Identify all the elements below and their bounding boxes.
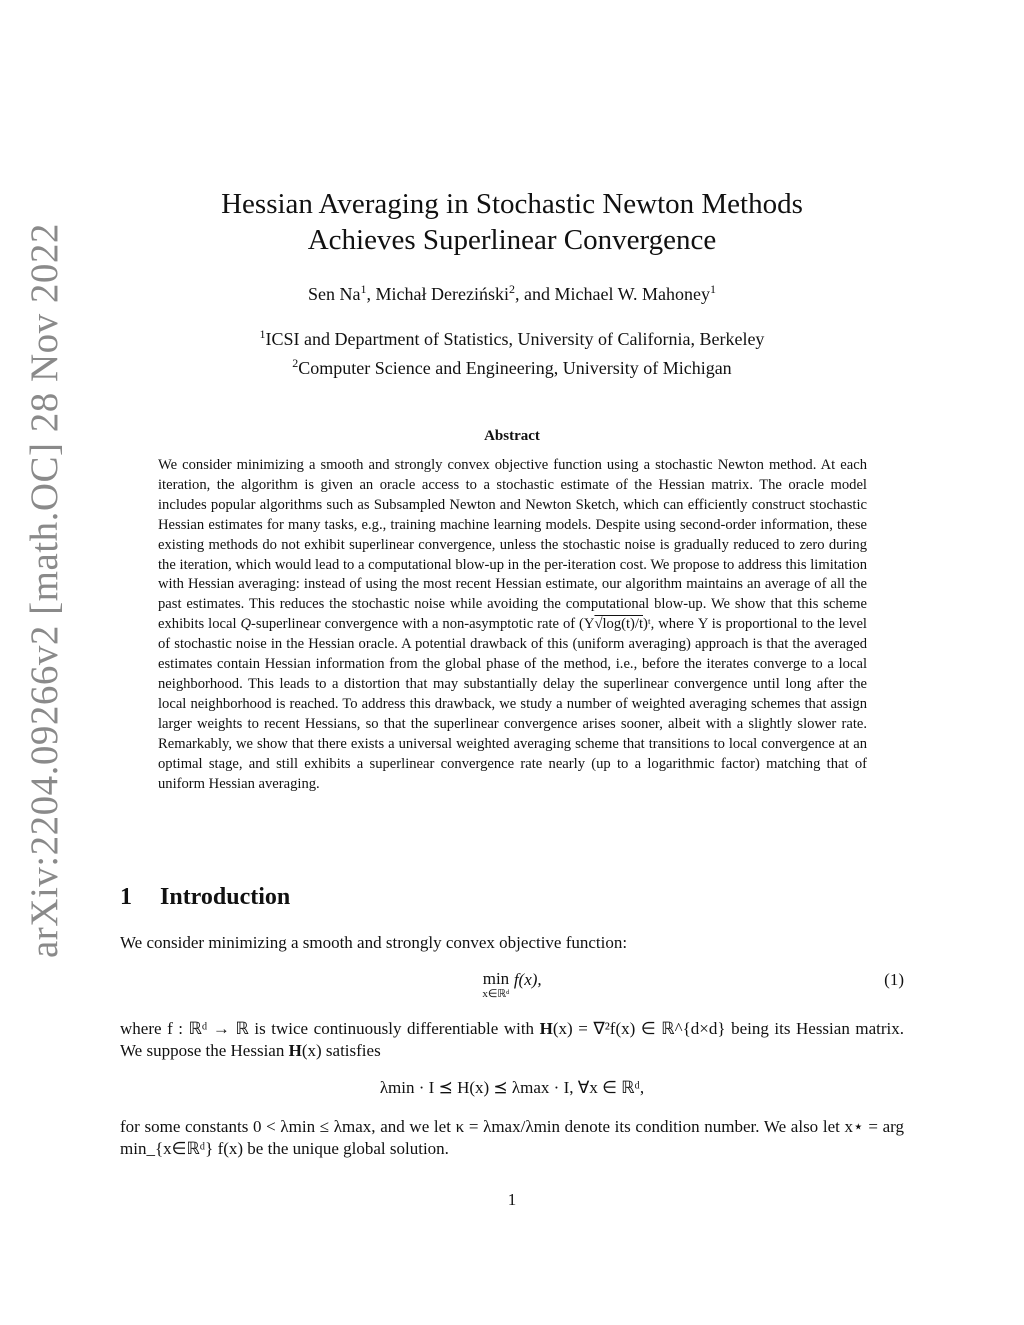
equation-1-min-op: min xyxy=(482,969,510,988)
abstract-heading: Abstract xyxy=(484,428,540,444)
intro-sentence-3: for some constants 0 < λmin ≤ λmax, and we let κ = λmax/λmin denote its condition number. We also let x⋆ = arg min_{x∈ℝᵈ} f(x) be the unique global solution. xyxy=(120,1117,904,1158)
author-2-affil: 2 xyxy=(508,282,515,296)
hessian-symbol-2: H xyxy=(288,1041,302,1060)
author-list xyxy=(120,282,904,305)
abstract-part-1: We consider minimizing a smooth and strongly convex objective function using a stochastic Newton method. At each iteration, the algorithm is given an oracle access to a stochastic estimate of the Hessian matrix. The oracle model includes popular algorithms such as Subsampled Newton and Newton Sketch, which can efficiently construct stochastic Hessian estimates for many tasks, e.g., training machine learning models. Despite using second-order information, these existing methods do not exhibit superlinear convergence, unless the stochastic noise is gradually reduced to zero during the iteration, which would lead to a computational blow-up in the per-iteration cost. We propose to address this limitation with Hessian averaging: instead of using the most recent Hessian estimate, our algorithm maintains an average of all the past estimates. This reduces the stochastic noise while avoiding the computational blow-up. We show that this scheme exhibits local xyxy=(158,457,867,633)
author-1: Sen Na xyxy=(308,284,361,304)
affiliation-1-text: ICSI and Department of Statistics, University of California, Berkeley xyxy=(265,329,765,349)
section-heading xyxy=(120,884,290,911)
author-3-affil: 1 xyxy=(709,282,716,296)
intro-sentence-1: We consider minimizing a smooth and strongly convex objective function: xyxy=(120,933,628,952)
section-number: 1 xyxy=(120,884,132,910)
equation-1-min xyxy=(482,970,509,1000)
equation-2: λmin · I ⪯ H(x) ⪯ λmax · I, ∀x ∈ ℝᵈ, xyxy=(379,1078,645,1097)
abstract-rate-exponent: )ᵗ xyxy=(643,616,651,633)
author-3: , and Michael W. Mahoney xyxy=(514,284,710,304)
abstract-sqrt-term: √log(t)/t xyxy=(594,616,643,633)
abstract-part-2: -superlinear convergence with a non-asymptotic rate of (Υ xyxy=(251,616,595,633)
intro-sentence-2-b: (x) = ∇²f(x) ∈ ℝ^{d×d} being its Hessian matrix. We suppose the Hessian xyxy=(120,1019,904,1060)
author-2: , Michał Dereziński xyxy=(366,284,509,304)
abstract-body xyxy=(158,456,867,794)
abstract-q-symbol: Q xyxy=(240,616,252,633)
hessian-symbol: H xyxy=(539,1019,553,1038)
arxiv-stamp: arXiv:2204.09266v2 [math.OC] 28 Nov 2022 xyxy=(23,223,66,958)
affiliation-2-text: Computer Science and Engineering, University of Michigan xyxy=(298,358,732,378)
affiliation-2 xyxy=(120,351,904,380)
equation-1-number: (1) xyxy=(884,970,904,989)
equation-1-min-sub: x∈ℝᵈ xyxy=(482,988,510,1000)
affiliation-1 xyxy=(120,322,904,351)
abstract-part-3: , where Υ is proportional to the level of stochastic noise in the Hessian oracle. A potential drawback of this (uniform averaging) approach is that the averaged estimates contain Hessian information from the global phase of the method, i.e., before the iterates converge to a local neighborhood. This leads to a distortion that may substantially delay the superlinear convergence until long after the local neighborhood is reached. To address this drawback, we study a number of weighted averaging schemes that assign larger weights to recent Hessians, so that the superlinear convergence arises sooner, albeit with a slightly slower rate. Remarkably, we show that there exists a universal weighted averaging scheme that transitions to local convergence at an optimal stage, and still exhibits a superlinear convergence rate nearly (up to a logarithmic factor) matching that of uniform Hessian averaging. xyxy=(158,616,867,792)
title-line-2: Achieves Superlinear Convergence xyxy=(307,224,717,256)
title-line-1: Hessian Averaging in Stochastic Newton Methods xyxy=(221,188,803,220)
intro-sentence-2 xyxy=(120,1018,904,1062)
author-1-affil: 1 xyxy=(360,282,367,296)
affiliations xyxy=(120,322,904,380)
affiliation-2-mark: 2 xyxy=(292,356,299,370)
intro-sentence-2-a: where f : ℝᵈ → ℝ is twice continuously differentiable with xyxy=(120,1019,540,1038)
affiliation-1-mark: 1 xyxy=(259,327,266,341)
intro-sentence-2-c: (x) satisfies xyxy=(301,1041,381,1060)
equation-1-body: f(x), xyxy=(513,970,542,989)
equation-1 xyxy=(120,970,904,1000)
section-title: Introduction xyxy=(160,884,291,910)
paper-title xyxy=(120,186,904,258)
page-number: 1 xyxy=(507,1190,517,1209)
